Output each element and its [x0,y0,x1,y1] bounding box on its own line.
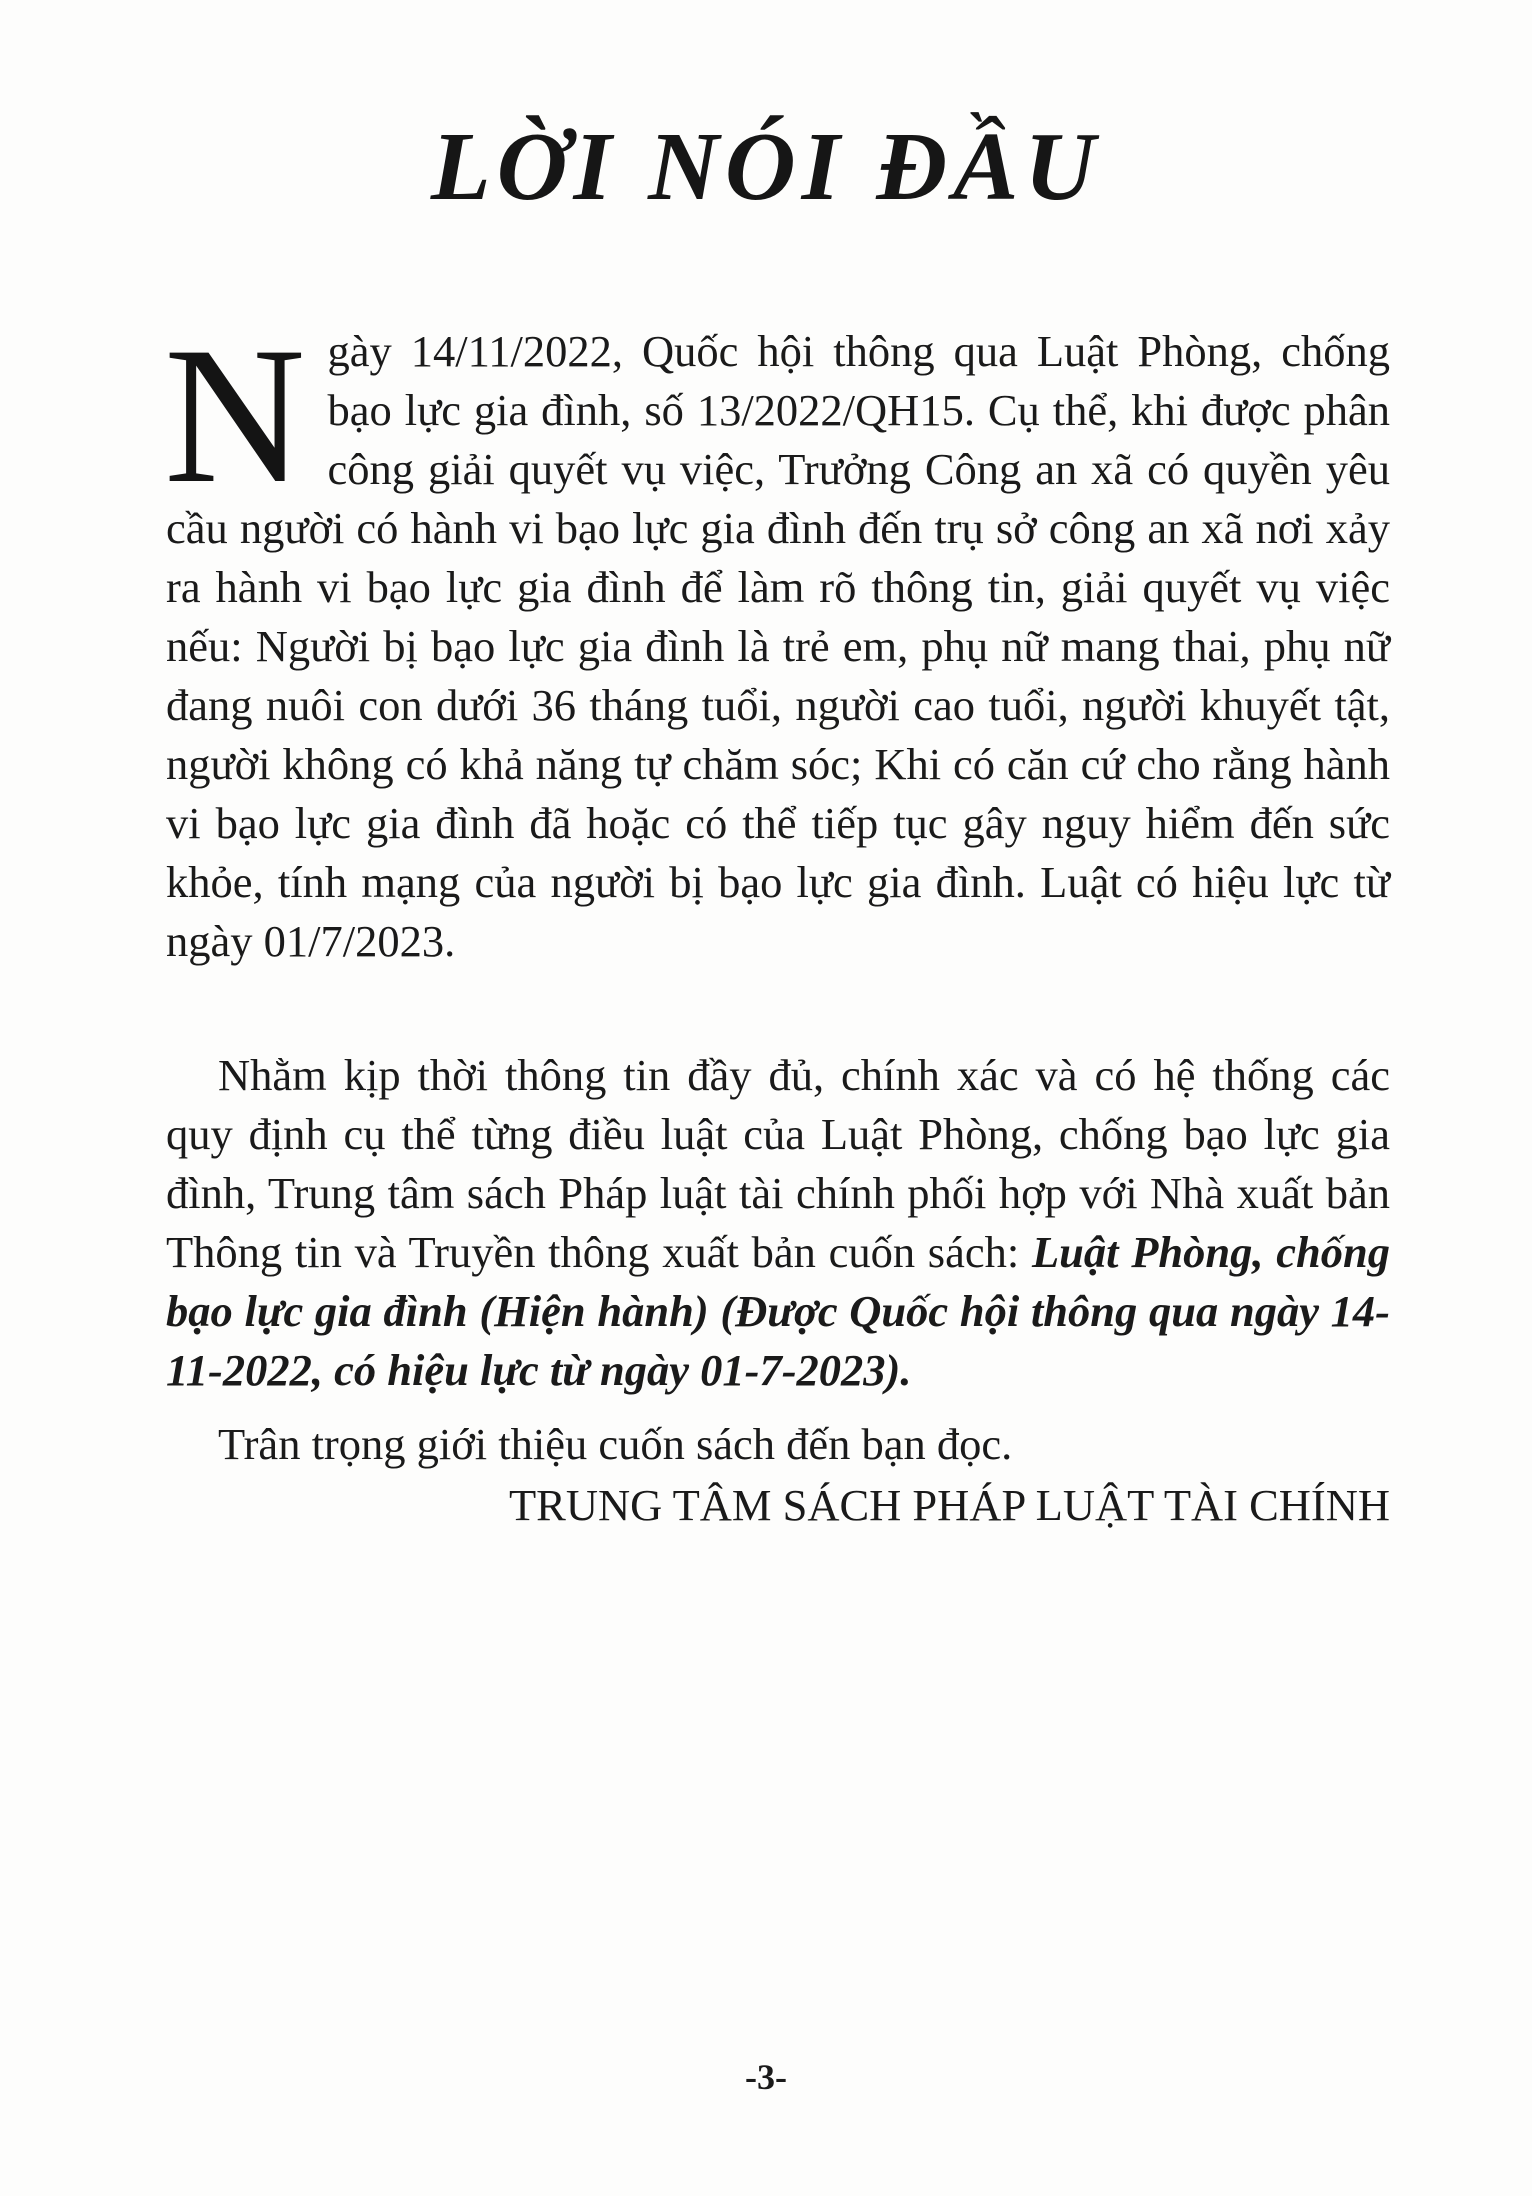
paragraph-publication-text [166,1046,1390,1400]
paragraph-intro-text [164,307,1390,971]
paragraph-publication-body: Nhằm kịp thời thông tin đầy đủ, chính xác và có hệ thống các quy định cụ thể từng điều luật của Luật Phòng, chống bạo lực gia đình, Trung tâm sách Pháp luật tài chính phối hợp với Nhà xuất bản Thông tin và Truyền thông xuất bản cuốn sách: [166,1050,1390,1277]
page-title: LỜI NÓI ĐẦU [430,113,1102,221]
paragraph-intro [164,307,1390,971]
page-number: -3- [745,2057,787,2097]
paragraph-closing-text: Trân trọng giới thiệu cuốn sách đến bạn đọc. [218,1419,1013,1469]
signature-line: TRUNG TÂM SÁCH PHÁP LUẬT TÀI CHÍNH [508,1480,1390,1530]
drop-cap-letter: N [164,307,306,524]
paragraph-publication [166,1046,1390,1400]
paragraph-intro-body: gày 14/11/2022, Quốc hội thông qua Luật Phòng, chống bạo lực gia đình, số 13/2022/QH15. Cụ thể, khi được phân công giải quyết vụ việc, Trưởng Công an xã có quyền yêu cầu người có hành vi bạo lực gia đình đến trụ sở công an xã nơi xảy ra hành vi bạo lực gia đình để làm rõ thông tin, giải quyết vụ việc nếu: Người bị bạo lực gia đình là trẻ em, phụ nữ mang thai, phụ nữ đang nuôi con dưới 36 tháng tuổi, người cao tuổi, người khuyết tật, người không có khả năng tự chăm sóc; Khi có căn cứ cho rằng hành vi bạo lực gia đình đã hoặc có thể tiếp tục gây nguy hiểm đến sức khỏe, tính mạng của người bị bạo lực gia đình. Luật có hiệu lực từ ngày 01/7/2023. [166,326,1390,966]
book-title: Luật Phòng, chống bạo lực gia đình (Hiện hành) (Được Quốc hội thông qua ngày 14-11-2022, có hiệu lực từ ngày 01-7-2023). [166,1227,1391,1395]
paragraph-closing [166,1415,1390,1474]
